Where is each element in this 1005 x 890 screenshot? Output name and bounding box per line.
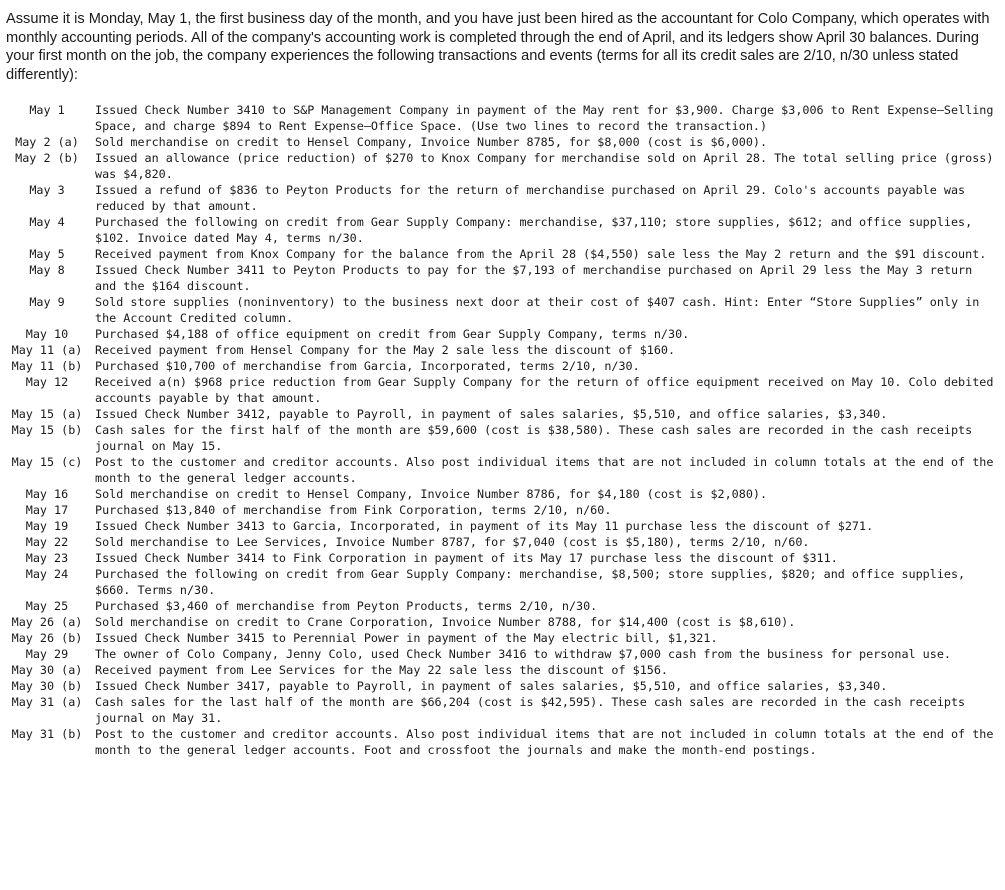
transaction-text: Issued Check Number 3417, payable to Payroll, in payment of sales salaries, $5,510, and office salaries, $3,340. xyxy=(95,679,888,693)
transaction-entry xyxy=(4,358,1002,374)
transaction-text: Purchased $3,460 of merchandise from Peyton Products, terms 2/10, n/30. xyxy=(95,599,598,613)
transaction-date: May 8 xyxy=(29,263,65,277)
transaction-text: Sold merchandise to Lee Services, Invoice Number 8787, for $7,040 (cost is $5,180), terms 2/10, n/60. xyxy=(95,535,810,549)
transaction-entry xyxy=(4,550,1002,566)
transaction-entry xyxy=(4,726,1002,758)
transaction-entry xyxy=(4,630,1002,646)
transaction-date: May 26 (a) xyxy=(11,615,83,629)
transaction-date: May 26 (b) xyxy=(11,631,83,645)
transaction-entry xyxy=(4,150,1002,182)
transaction-text: Cash sales for the first half of the month are $59,600 (cost is $38,580). These cash sales are recorded in the cash receipts journal on May 15. xyxy=(95,423,973,453)
transaction-text: Received payment from Hensel Company for the May 2 sale less the discount of $160. xyxy=(95,343,676,357)
transaction-entry xyxy=(4,566,1002,598)
transaction-text: Purchased $4,188 of office equipment on credit from Gear Supply Company, terms n/30. xyxy=(95,327,690,341)
transaction-text: Received payment from Knox Company for the balance from the April 28 ($4,550) sale less the May 2 return and the $91 discount. xyxy=(95,247,987,261)
transaction-text: Issued a refund of $836 to Peyton Products for the return of merchandise purchased on April 29. Colo's accounts payable was reduced by that amount. xyxy=(95,183,966,213)
transaction-date: May 15 (b) xyxy=(11,423,83,437)
transaction-entry xyxy=(4,182,1002,214)
transaction-entry xyxy=(4,454,1002,486)
transaction-entry xyxy=(4,294,1002,326)
transaction-entry xyxy=(4,374,1002,406)
transaction-text: Post to the customer and creditor accounts. Also post individual items that are not included in column totals at the end of the month to the general ledger accounts. xyxy=(95,455,994,485)
transaction-entry xyxy=(4,326,1002,342)
transaction-date: May 23 xyxy=(25,551,69,565)
transaction-text: Received payment from Lee Services for the May 22 sale less the discount of $156. xyxy=(95,663,669,677)
transaction-entry xyxy=(4,662,1002,678)
transaction-text: Post to the customer and creditor accounts. Also post individual items that are not included in column totals at the end of the month to the general ledger accounts. Foot and crossfoot the journals and make the month-end postings. xyxy=(95,727,994,757)
transaction-date: May 15 (c) xyxy=(11,455,83,469)
transaction-entry xyxy=(4,134,1002,150)
transaction-text: Sold store supplies (noninventory) to the business next door at their cost of $407 cash. Hint: Enter “Store Supplies” only in the Account Credited column. xyxy=(95,295,980,325)
transaction-text: Purchased $10,700 of merchandise from Garcia, Incorporated, terms 2/10, n/30. xyxy=(95,359,640,373)
transaction-text: Purchased the following on credit from Gear Supply Company: merchandise, $8,500; store supplies, $820; and office supplies, $660. Terms n/30. xyxy=(95,567,966,597)
transaction-date: May 25 xyxy=(25,599,69,613)
problem-intro: Assume it is Monday, May 1, the first business day of the month, and you have just been hired as the accountant for Colo Company, which operates with monthly accounting periods. All of the company's accounting work is completed through the end of April, and its ledgers show April 30 balances. During your first month on the job, the company experiences the following transactions and events (terms for all its credit sales are 2/10, n/30 unless stated differently): xyxy=(6,11,990,83)
transaction-text: Received a(n) $968 price reduction from Gear Supply Company for the return of office equipment received on May 10. Colo debited accounts payable by that amount. xyxy=(95,375,994,405)
transaction-date: May 12 xyxy=(25,375,69,389)
transaction-date: May 22 xyxy=(25,535,69,549)
transaction-entry xyxy=(4,486,1002,502)
transaction-text: Purchased $13,840 of merchandise from Fink Corporation, terms 2/10, n/60. xyxy=(95,503,612,517)
transaction-entry xyxy=(4,502,1002,518)
transaction-entry xyxy=(4,406,1002,422)
transaction-date: May 24 xyxy=(25,567,69,581)
transaction-entry xyxy=(4,614,1002,630)
transaction-text: Purchased the following on credit from Gear Supply Company: merchandise, $37,110; store supplies, $612; and office supplies, $102. Invoice dated May 4, terms n/30. xyxy=(95,215,973,245)
transaction-text: Issued Check Number 3412, payable to Payroll, in payment of sales salaries, $5,510, and office salaries, $3,340. xyxy=(95,407,888,421)
transaction-text: Sold merchandise on credit to Hensel Company, Invoice Number 8785, for $8,000 (cost is $6,000). xyxy=(95,135,768,149)
transaction-text: Issued Check Number 3415 to Perennial Power in payment of the May electric bill, $1,321. xyxy=(95,631,718,645)
transaction-entry xyxy=(4,646,1002,662)
transaction-entry xyxy=(4,598,1002,614)
transaction-date: May 30 (b) xyxy=(11,679,83,693)
transaction-date: May 16 xyxy=(25,487,69,501)
transaction-date: May 11 (a) xyxy=(11,343,83,357)
transaction-entry xyxy=(4,534,1002,550)
transaction-date: May 2 (a) xyxy=(15,135,79,149)
transaction-date: May 4 xyxy=(29,215,65,229)
transaction-date: May 30 (a) xyxy=(11,663,83,677)
transaction-date: May 1 xyxy=(29,103,65,117)
transaction-entry xyxy=(4,694,1002,726)
transaction-date: May 10 xyxy=(25,327,69,341)
transaction-text: Issued an allowance (price reduction) of $270 to Knox Company for merchandise sold on April 28. The total selling price (gross) was $4,820. xyxy=(95,151,994,181)
transaction-date: May 31 (a) xyxy=(11,695,83,709)
transaction-text: Sold merchandise on credit to Hensel Company, Invoice Number 8786, for $4,180 (cost is $2,080). xyxy=(95,487,768,501)
transaction-entry xyxy=(4,262,1002,294)
transaction-text: Cash sales for the last half of the month are $66,204 (cost is $42,595). These cash sales are recorded in the cash receipts journal on May 31. xyxy=(95,695,966,725)
transaction-list xyxy=(4,102,1002,758)
transaction-entry xyxy=(4,214,1002,246)
transaction-date: May 5 xyxy=(29,247,65,261)
transaction-date: May 19 xyxy=(25,519,69,533)
transaction-entry xyxy=(4,518,1002,534)
transaction-date: May 2 (b) xyxy=(15,151,79,165)
transaction-entry xyxy=(4,678,1002,694)
transaction-text: The owner of Colo Company, Jenny Colo, used Check Number 3416 to withdraw $7,000 cash from the business for personal use. xyxy=(95,647,951,661)
transaction-entry xyxy=(4,246,1002,262)
transaction-entry xyxy=(4,422,1002,454)
transaction-date: May 17 xyxy=(25,503,69,517)
transaction-date: May 3 xyxy=(29,183,65,197)
transaction-date: May 29 xyxy=(25,647,69,661)
transaction-entry xyxy=(4,102,1002,134)
transaction-text: Sold merchandise on credit to Crane Corporation, Invoice Number 8788, for $14,400 (cost is $8,610). xyxy=(95,615,796,629)
transaction-date: May 15 (a) xyxy=(11,407,83,421)
transaction-date: May 11 (b) xyxy=(11,359,83,373)
transaction-text: Issued Check Number 3410 to S&P Management Company in payment of the May rent for $3,900. Charge $3,006 to Rent Expense—Selling Space, and charge $894 to Rent Expense—Office Space. (Use two lines to record the transaction.) xyxy=(95,103,994,133)
transaction-date: May 9 xyxy=(29,295,65,309)
transaction-text: Issued Check Number 3411 to Peyton Products to pay for the $7,193 of merchandise purchased on April 29 less the May 3 return and the $164 discount. xyxy=(95,263,973,293)
transaction-text: Issued Check Number 3413 to Garcia, Incorporated, in payment of its May 11 purchase less the discount of $271. xyxy=(95,519,874,533)
transaction-entry xyxy=(4,342,1002,358)
transaction-date: May 31 (b) xyxy=(11,727,83,741)
transaction-text: Issued Check Number 3414 to Fink Corporation in payment of its May 17 purchase less the discount of $311. xyxy=(95,551,838,565)
